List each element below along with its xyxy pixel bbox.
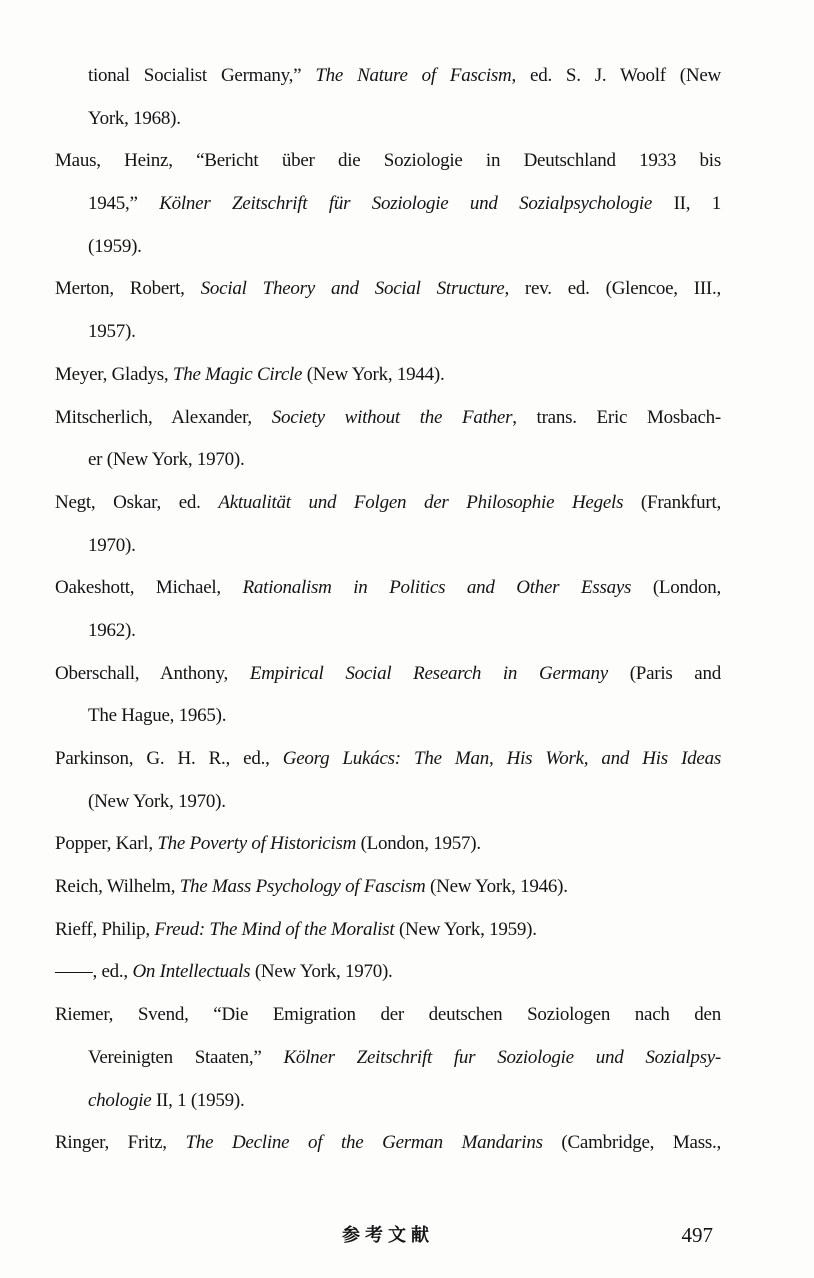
bib-line (55, 354, 721, 397)
entry-text: 1957). (88, 321, 136, 343)
bib-line (55, 226, 721, 269)
work-title-italic: On Intellectuals (132, 961, 251, 983)
bib-line (55, 909, 721, 952)
entry-text: (Cambridge, Mass., (542, 1132, 721, 1154)
bib-line (55, 439, 721, 482)
work-title-italic: The Mass Psychology of Fascism (179, 876, 426, 898)
entry-text: (New York, 1946). (425, 876, 568, 898)
work-title-italic: Social Theory and Social Structure (200, 278, 505, 300)
bib-line (55, 695, 721, 738)
entry-text: (1959). (88, 235, 142, 257)
bibliography-entry-continuation-woolf (55, 55, 721, 140)
work-title-italic: Freud: The Mind of the Moralist (154, 918, 395, 940)
entry-text: II, 1 (1959). (151, 1089, 245, 1111)
bibliography-entry-rieff-freud (55, 909, 721, 952)
entry-text: Rieff, Philip, (55, 918, 155, 940)
bib-line (55, 268, 721, 311)
bib-line (55, 1037, 721, 1080)
entry-text: II, 1 (652, 193, 722, 215)
bibliography-entry-reich (55, 866, 721, 909)
entry-text: (Frankfurt, (623, 491, 722, 513)
work-title-italic: Society without the Father (271, 406, 513, 428)
bib-line (55, 610, 721, 653)
bibliography-list (55, 55, 721, 1165)
bib-line (55, 1080, 721, 1123)
bibliography-entry-mitscherlich (55, 397, 721, 482)
work-title-italic: chologie (88, 1089, 152, 1111)
bibliography-entry-oakeshott (55, 567, 721, 652)
bibliography-entry-oberschall (55, 653, 721, 738)
bib-line (55, 55, 721, 98)
entry-text: York, 1968). (88, 107, 181, 129)
bib-line (55, 1122, 721, 1165)
bib-line (55, 951, 721, 994)
entry-text: (New York, 1970). (88, 790, 226, 812)
footer-page-number: 497 (681, 1223, 713, 1247)
bib-line (55, 140, 721, 183)
entry-text: Popper, Karl, (55, 833, 158, 855)
entry-text: er (New York, 1970). (88, 449, 245, 471)
bib-line (55, 311, 721, 354)
bibliography-entry-negt (55, 482, 721, 567)
entry-text: Oakeshott, Michael, (55, 577, 243, 599)
entry-text: Merton, Robert, (55, 278, 201, 300)
work-title-italic: The Poverty of Historicism (157, 833, 357, 855)
entry-text: Reich, Wilhelm, (55, 876, 180, 898)
entry-text: Meyer, Gladys, (55, 363, 173, 385)
page-footer (55, 1218, 721, 1252)
entry-text: Riemer, Svend, “Die Emigration der deutschen Soziologen nach den (55, 1004, 721, 1026)
bib-line (55, 738, 721, 781)
entry-text: (New York, 1959). (394, 918, 537, 940)
bib-line (55, 866, 721, 909)
entry-text: 1962). (88, 619, 136, 641)
bib-line (55, 98, 721, 141)
work-title-italic: The Nature of Fascism (315, 65, 512, 86)
work-title-italic: Rationalism in Politics and Other Essays (242, 577, 632, 599)
entry-text: The Hague, 1965). (88, 705, 227, 727)
bibliography-entry-rieff-on-intellectuals (55, 951, 721, 994)
work-title-italic: The Magic Circle (172, 363, 303, 385)
bibliography-entry-meyer (55, 354, 721, 397)
entry-text: Vereinigten Staaten,” (88, 1046, 284, 1068)
entry-text: ——, ed., (55, 961, 133, 983)
work-title-italic: Aktualität und Folgen der Philosophie Hegels (218, 491, 624, 513)
entry-text: (Paris and (607, 662, 721, 684)
work-title-italic: Kölner Zeitschrift für Soziologie und Sozialpsychologie (159, 193, 653, 215)
bibliography-entry-riemer (55, 994, 721, 1122)
entry-text: , ed. S. J. Woolf (New (511, 65, 722, 86)
bibliography-entry-popper (55, 823, 721, 866)
bib-line (55, 397, 721, 440)
work-title-italic: Kölner Zeitschrift fur Soziologie und Sozialpsy- (283, 1046, 721, 1068)
work-title-italic: Georg Lukács: The Man, His Work, and His Ideas (282, 748, 721, 769)
entry-text: (New York, 1944). (302, 363, 445, 385)
bibliography-entry-ringer (55, 1122, 721, 1165)
bib-line (55, 781, 721, 824)
entry-text: , rev. ed. (Glencoe, III., (504, 278, 721, 300)
entry-text: (New York, 1970). (250, 961, 393, 983)
bib-line (55, 994, 721, 1037)
entry-text: 1970). (88, 534, 136, 556)
bib-line (55, 525, 721, 568)
bib-line (55, 482, 721, 525)
entry-text: (London, (631, 577, 722, 599)
work-title-italic: Empirical Social Research in Germany (249, 662, 608, 684)
bib-line (55, 567, 721, 610)
entry-text: Oberschall, Anthony, (55, 662, 250, 684)
entry-text: Ringer, Fritz, (55, 1132, 186, 1154)
entry-text: , trans. Eric Mosbach- (512, 406, 721, 428)
entry-text: tional Socialist Germany,” (88, 65, 316, 86)
bibliography-entry-parkinson (55, 738, 721, 823)
entry-text: 1945,” (88, 193, 160, 215)
entry-text: Maus, Heinz, “Bericht über die Soziologie in Deutschland 1933 bis (55, 150, 721, 172)
entry-text: Parkinson, G. H. R., ed., (55, 748, 283, 769)
work-title-italic: The Decline of the German Mandarins (185, 1132, 543, 1154)
bib-line (55, 823, 721, 866)
entry-text: Mitscherlich, Alexander, (55, 406, 272, 428)
bib-line (55, 183, 721, 226)
bibliography-entry-merton (55, 268, 721, 353)
bibliography-entry-maus (55, 140, 721, 268)
entry-text: Negt, Oskar, ed. (55, 491, 219, 513)
bib-line (55, 653, 721, 696)
entry-text: (London, 1957). (356, 833, 481, 855)
footer-section-label: 参考文献 (342, 1225, 434, 1245)
